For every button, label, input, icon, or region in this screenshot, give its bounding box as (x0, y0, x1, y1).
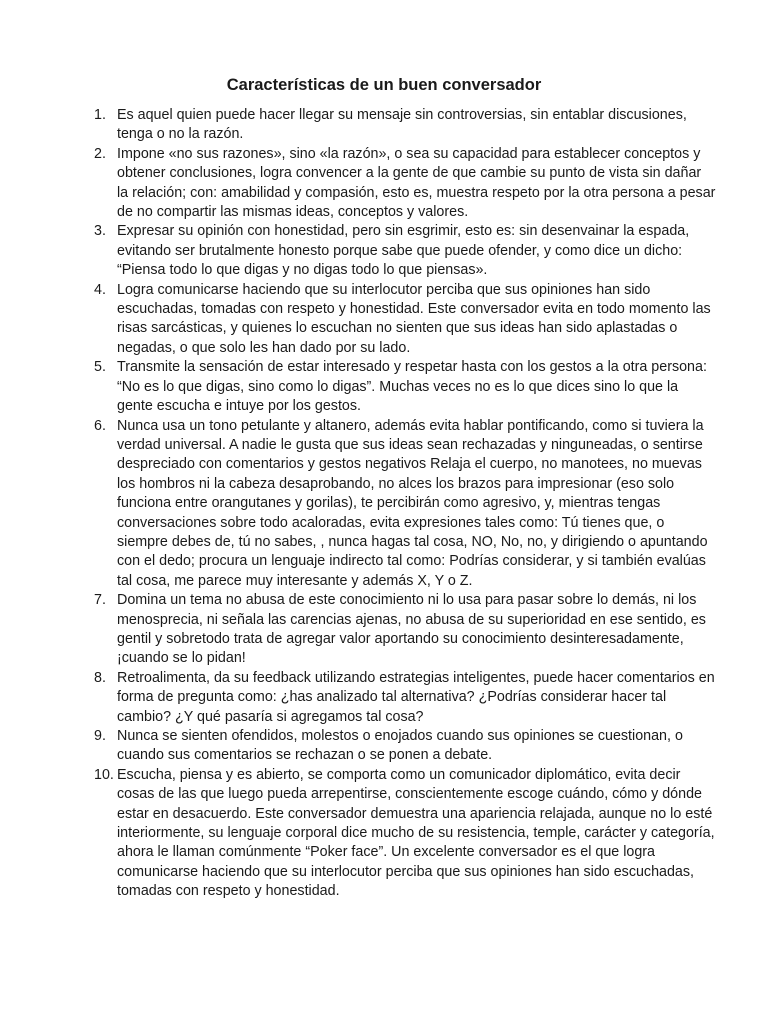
item-number: 10. (94, 766, 114, 783)
item-text: Expresar su opinión con honestidad, pero sin esgrimir, esto es: sin desenvainar la espada, evitando ser brutalmente honesto porque sabe que puede ofender, y como dice un dicho: “Piensa todo lo que digas y no digas todo lo que piensas». (117, 223, 690, 279)
item-text: Escucha, piensa y es abierto, se comporta como un comunicador diplomático, evita decir cosas de las que luego pueda arrepentirse, conscientemente escoge cuándo, cómo y dónde estar en desacuerdo. Este conversador demuestra una apariencia relajada, aunque no lo esté interiormente, su lenguaje corporal dice mucho de su resistencia, temple, carácter y categoría, ahora le llaman comúnmente “Poker face”. Un excelente conversador es el que logra comunicarse haciendo que su interlocutor perciba que sus opiniones han sido escuchadas, tomadas con respeto y honestidad. (117, 766, 715, 900)
item-text: Impone «no sus razones», sino «la razón», o sea su capacidad para establecer conceptos y obtener conclusiones, logra convencer a la gente de que cambie su punto de vista sin dañar la relación; con: amabilidad y compasión, esto es, muestra respeto por la otra persona a pesar de no compartir las mismas ideas, conceptos y valores. (117, 145, 716, 221)
item-text: Nunca se sienten ofendidos, molestos o enojados cuando sus opiniones se cuestionan, o cuando sus comentarios se rechazan o se ponen a debate. (117, 728, 683, 764)
item-number: 7. (94, 592, 106, 609)
item-number: 5. (94, 359, 106, 376)
item-number: 4. (94, 281, 106, 298)
characteristics-list (94, 106, 716, 902)
list-item (94, 766, 716, 902)
item-number: 2. (94, 145, 106, 162)
document-title: Características de un buen conversador (226, 76, 542, 94)
list-item (94, 591, 716, 669)
item-number: 1. (94, 107, 106, 123)
item-number: 9. (94, 728, 106, 744)
item-text: Retroalimenta, da su feedback utilizando estrategias inteligentes, puede hacer comentarios en forma de pregunta como: ¿has analizado tal alternativa? ¿Podrías considerar hacer tal cambio? ¿Y qué pasaría si agregamos tal cosa? (117, 669, 715, 725)
list-item (94, 669, 716, 727)
item-number: 6. (94, 417, 106, 434)
item-number: 8. (94, 669, 106, 686)
item-text: Transmite la sensación de estar interesado y respetar hasta con los gestos a la otra persona: “No es lo que digas, sino como lo digas”. Muchas veces no es lo que dices sino lo que la gente escucha e intuye por los gestos. (117, 359, 707, 415)
item-text: Es aquel quien puede hacer llegar su mensaje sin controversias, sin entablar discusiones, tenga o no la razón. (117, 107, 687, 143)
item-text: Nunca usa un tono petulante y altanero, además evita hablar pontificando, como si tuviera la verdad universal. A nadie le gusta que sus ideas sean rechazadas y ninguneadas, o sentirse despreciado con comentarios y gestos negativos Relaja el cuerpo, no manotees, no muevas los hombros ni la cabeza desaprobando, no alces los brazos para impresionar (eso solo funciona entre orangutanes y gorilas), te percibirán como agresivo, y, mientras tengas conversaciones sobre todo acaloradas, evita expresiones tales como: Tú tienes que, o siempre debes de, tú no sabes, , nunca hagas tal cosa, NO, No, no, y dirigiendo o apuntando con el dedo; procura un lenguaje indirecto tal como: Podrías considerar, y si también evalúas tal cosa, me parece muy interesante y además X, Y o Z. (117, 417, 708, 589)
item-number: 3. (94, 223, 106, 240)
list-item (94, 281, 716, 359)
list-item (94, 417, 716, 592)
list-item (94, 145, 716, 223)
list-item (94, 222, 716, 280)
list-item (94, 106, 716, 145)
list-item (94, 358, 716, 416)
list-item (94, 727, 716, 766)
item-text: Logra comunicarse haciendo que su interlocutor perciba que sus opiniones han sido escuchadas, tomadas con respeto y honestidad. Este conversador evita en todo momento las risas sarcásticas, y quienes lo escuchan no sienten que sus ideas han sido aplastadas o negadas, o que solo les han dado por su lado. (117, 281, 711, 356)
item-text: Domina un tema no abusa de este conocimiento ni lo usa para pasar sobre lo demás, ni los menosprecia, ni señala las carencias ajenas, no abusa de su superioridad en ese sentido, es gentil y sobretodo trata de agregar valor aportando su conocimiento desinteresadamente, ¡cuando se lo pidan! (117, 592, 706, 667)
